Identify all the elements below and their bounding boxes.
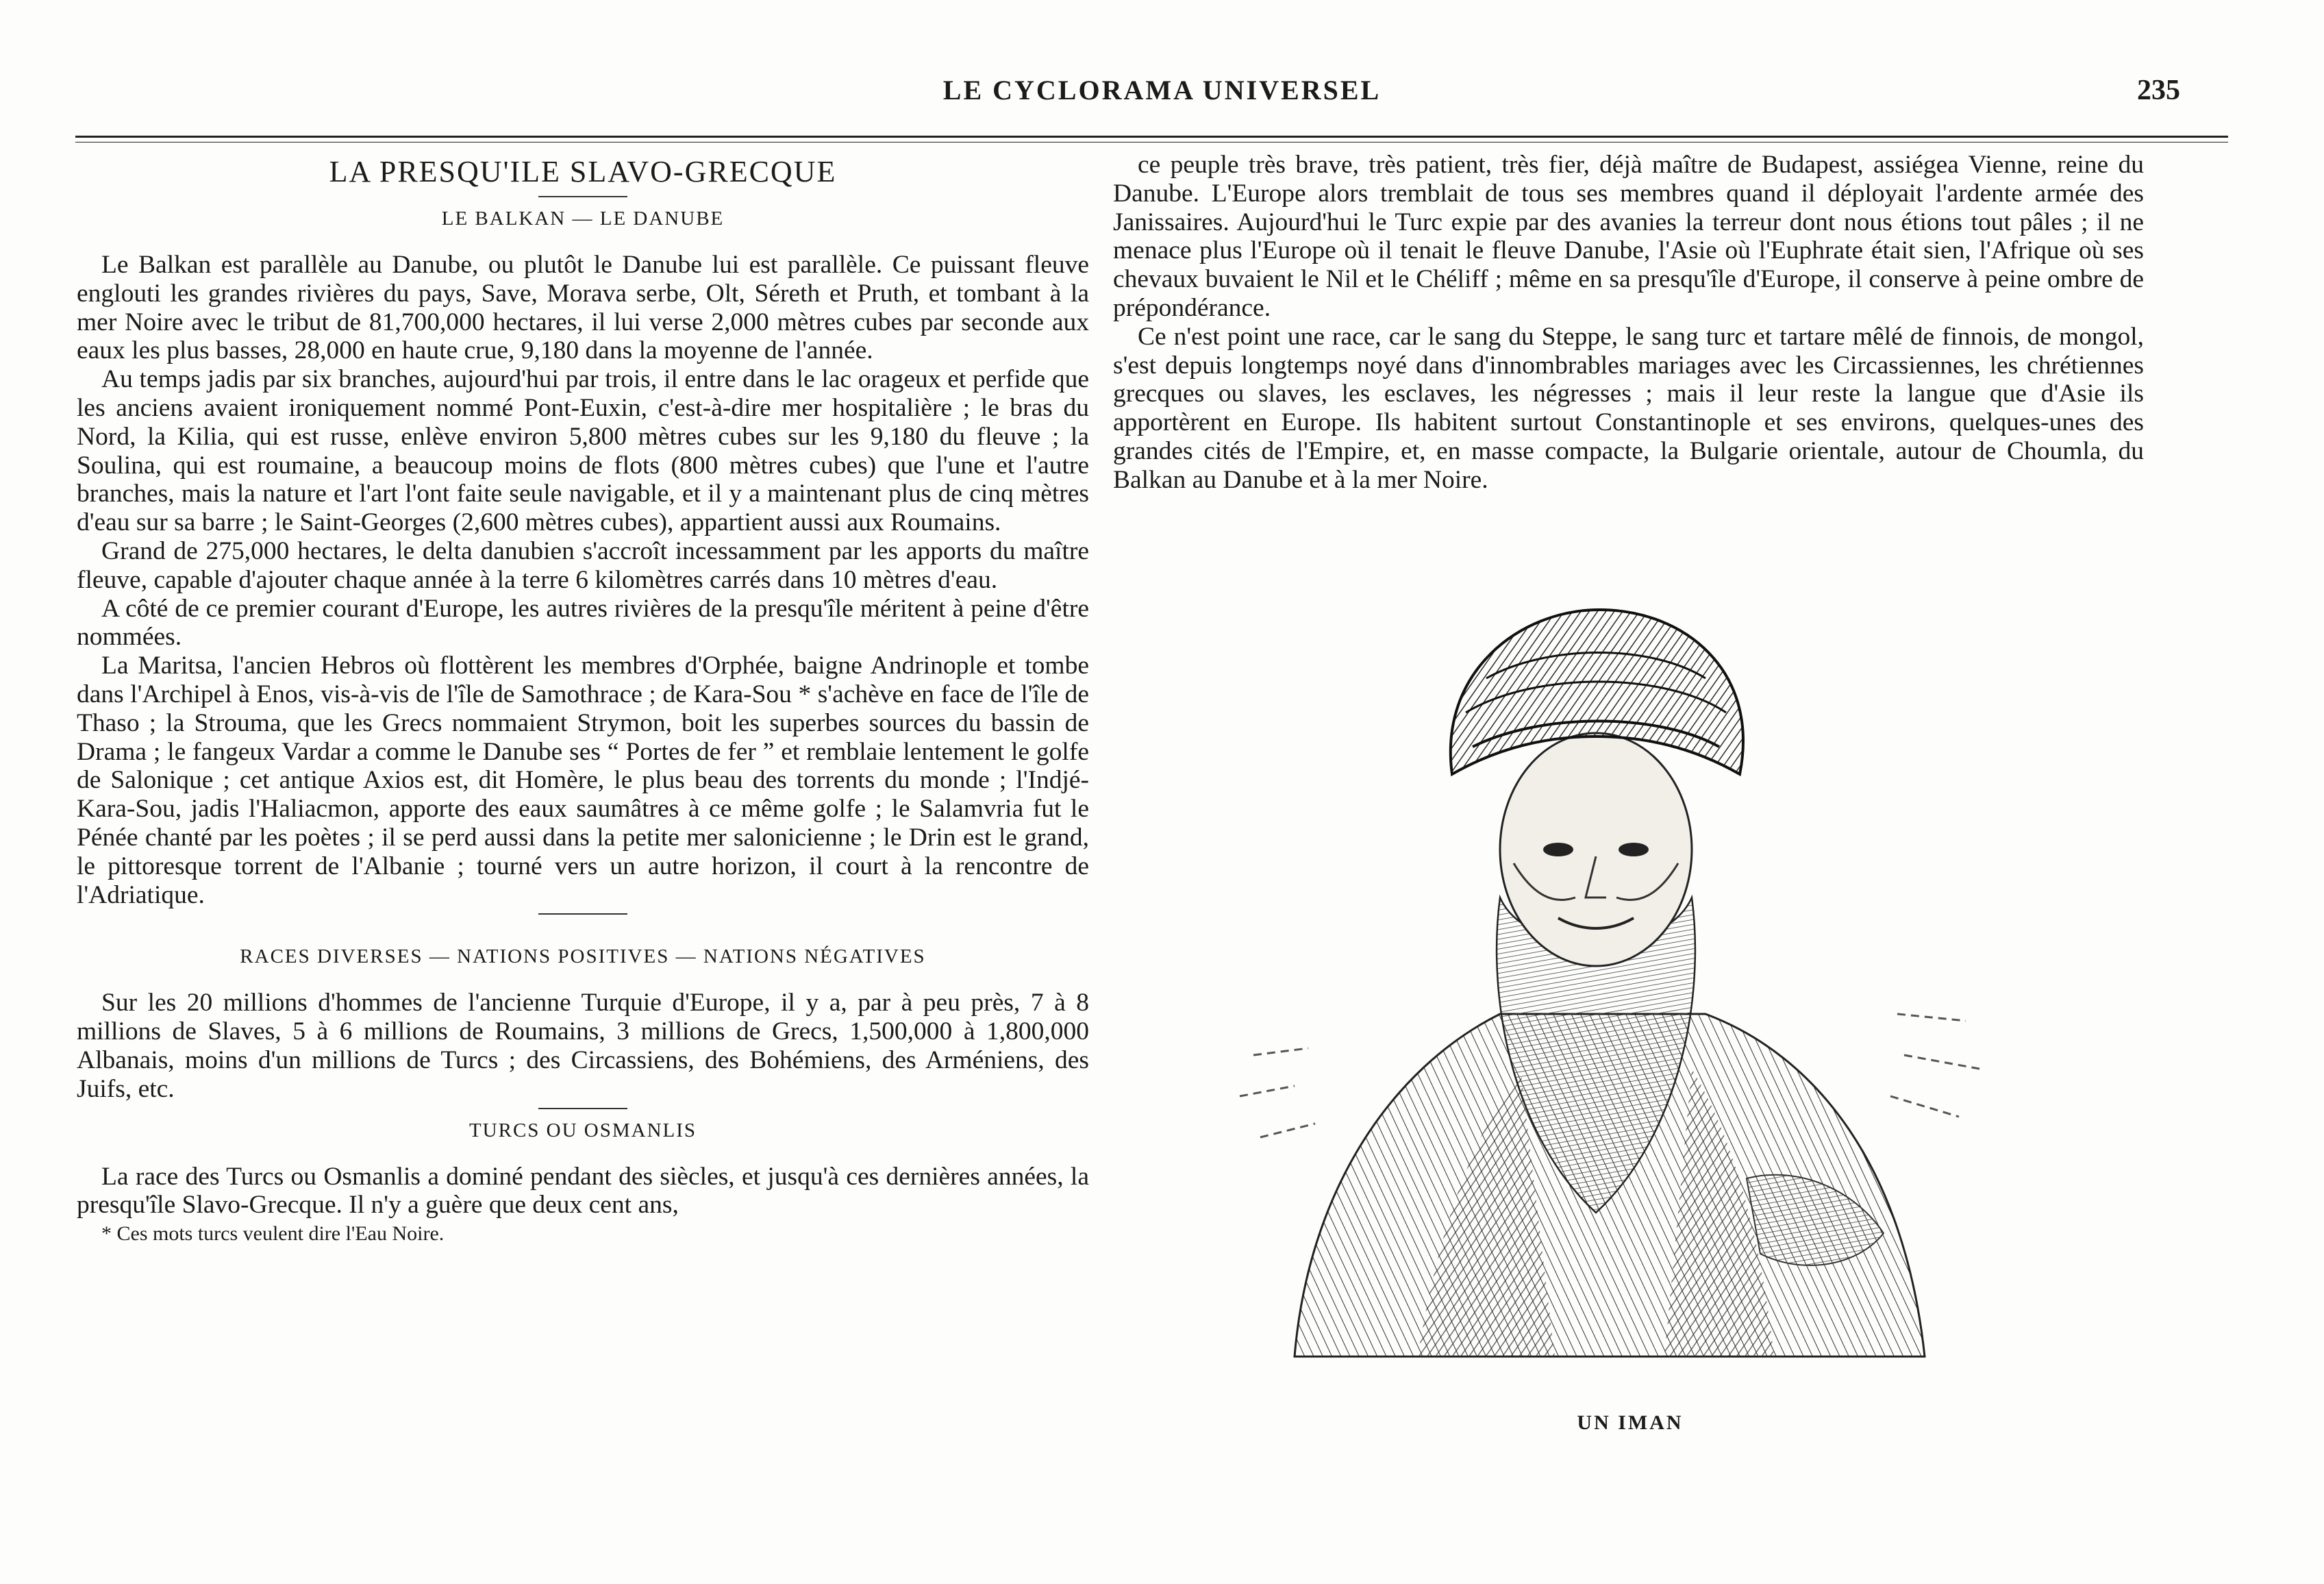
paragraph: Au temps jadis par six branches, aujourd'hui par trois, il entre dans le lac orageux et perfide que les anciens avaient ironiquement nommé Pont-Euxin, c'est-à-dire mer hospitalière ; le bras du Nord, la Kilia, qui est russe, enlève environ 5,800 mètres cubes sur les 9,180 du fleuve ; la Soulina, qui est roumaine, a beaucoup moins de flots (800 mètres cubes) que l'une et l'autre branches, mais la nature et l'art l'ont faite seule navigable, et il y a maintenant plus de cinq mètres d'eau sur sa barre ; le Saint-Georges (2,600 mètres cubes), appartient aussi aux Roumains. bbox=[77, 365, 1089, 537]
section-divider bbox=[538, 913, 627, 915]
section-divider bbox=[538, 1108, 627, 1109]
running-head bbox=[82, 74, 2242, 115]
paragraph: ce peuple très brave, très patient, très fier, déjà maître de Budapest, assiégea Vienne, reine du Danube. L'Europe alors tremblait de tous ses membres quand il déployait l'ardente armée des Janissaires. Aujourd'hui le Turc expie par des avanies la terreur dont nous étions tout pâles ; il ne menace plus l'Europe où il tenait le fleuve Danube, l'Asie où l'Euphrate était sien, l'Afrique où ses chevaux buvaient le Nil et le Chéliff ; même en sa presqu'île d'Europe, il conserve à peine ombre de prépondérance. bbox=[1113, 151, 2144, 322]
section-heading-races: RACES DIVERSES — NATIONS POSITIVES — NATIONS NÉGATIVES bbox=[240, 945, 926, 968]
running-title: LE CYCLORAMA UNIVERSEL bbox=[942, 75, 1382, 106]
page-number: 235 bbox=[2137, 75, 2180, 106]
section-heading-turcs: TURCS OU OSMANLIS bbox=[468, 1119, 697, 1141]
left-column bbox=[77, 151, 1089, 1248]
paragraph: Sur les 20 millions d'hommes de l'ancienne Turquie d'Europe, il y a, par à peu près, 7 à 8 millions de Slaves, 5 à 6 millions de Roumains, 3 millions de Grecs, 1,500,000 à 1,800,000 Albanais, moins d'un millions de Turcs ; des Circassiens, des Bohémiens, des Arméniens, des Juifs, etc. bbox=[77, 989, 1089, 1103]
figure-caption: UN IMAN bbox=[1577, 1411, 1684, 1434]
section-heading-balkan: LE BALKAN — LE DANUBE bbox=[441, 208, 725, 230]
paragraph: Le Balkan est parallèle au Danube, ou plutôt le Danube lui est parallèle. Ce puissant fleuve englouti les grandes rivières du pays, Save, Morava serbe, Olt, Séreth et Pruth, et tombant à la mer Noire avec le tribut de 81,700,000 hectares, il lui verse 2,000 mètres cubes par seconde aux eaux les plus basses, 28,000 en haute crue, 9,180 dans la moyenne de l'année. bbox=[77, 251, 1089, 365]
paragraph: La race des Turcs ou Osmanlis a dominé pendant des siècles, et jusqu'à ces dernières années, la presqu'île Slavo-Grecque. Il n'y a guère que deux cent ans, bbox=[77, 1162, 1089, 1220]
right-column bbox=[1113, 151, 2144, 495]
paragraph: Ce n'est point une race, car le sang du Steppe, le sang turc et tartare mêlé de finnois, de mongol, s'est depuis longtemps noyé dans d'innombrables mariages avec les Circassiennes, les chrétiennes grecques ou slaves, les esclaves, les négresses ; mais il leur reste la langue que d'Asie ils apportèrent en Europe. Ils habitent surtout Constantinople et ses environs, quelques-unes des grandes cités de l'Empire, et, en masse compacte, la Bulgarie orientale, autour de Choumla, du Balkan au Danube et à la mer Noire. bbox=[1113, 322, 2144, 494]
paragraph: Grand de 275,000 hectares, le delta danubien s'accroît incessamment par les apports du maître fleuve, capable d'ajouter chaque année à la terre 6 kilomètres carrés dans 10 mètres d'eau. bbox=[77, 536, 1089, 594]
article-title: LA PRESQU'ILE SLAVO-GRECQUE bbox=[329, 155, 837, 188]
title-divider bbox=[538, 196, 627, 197]
imam-portrait-engraving bbox=[1212, 576, 1993, 1418]
footnote: * Ces mots turcs veulent dire l'Eau Noire. bbox=[101, 1222, 445, 1246]
paragraph: La Maritsa, l'ancien Hebros où flottèrent les membres d'Orphée, baigne Andrinople et tombe dans l'Archipel à Enos, vis-à-vis de l'île de Samothrace ; de Kara-Sou * s'achève en face de l'île de Thaso ; la Strouma, que les Grecs nommaient Strymon, boit les superbes sources du bassin de Drama ; le fangeux Vardar a comme le Danube ses “ Portes de fer ” et remblaie lentement le golfe de Salonique ; cet antique Axios est, dit Homère, le plus beau des torrents du monde ; l'Indjé-Kara-Sou, jadis l'Haliacmon, apporte des eaux saumâtres à ce même golfe ; le Salamvria fut le Pénée chanté par les poètes ; il se perd aussi dans la petite mer salonicienne ; le Drin est le grand, le pittoresque torrent de l'Albanie ; tourné vers un autre horizon, il court à la rencontre de l'Adriatique. bbox=[77, 652, 1089, 909]
paragraph: A côté de ce premier courant d'Europe, les autres rivières de la presqu'île méritent à peine d'être nommées. bbox=[77, 594, 1089, 652]
header-rule bbox=[75, 136, 2228, 143]
